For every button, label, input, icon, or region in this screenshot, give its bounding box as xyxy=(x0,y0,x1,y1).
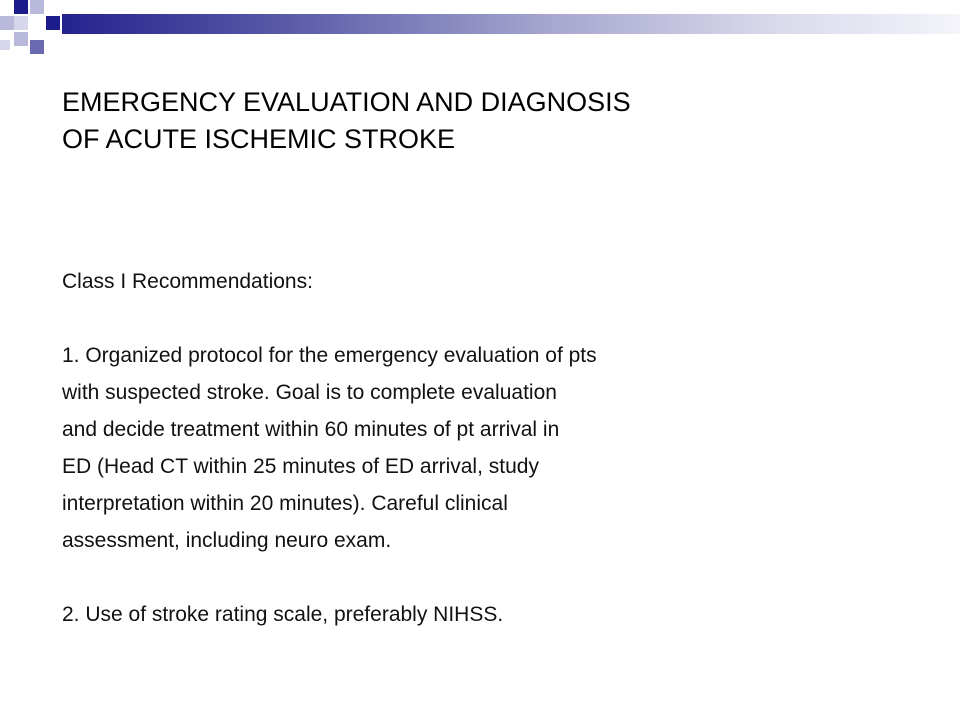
corner-square-decoration xyxy=(30,40,44,54)
item-1-line: interpretation within 20 minutes). Careful clinical xyxy=(62,492,508,515)
title-line: EMERGENCY EVALUATION AND DIAGNOSIS xyxy=(62,87,631,117)
spacer xyxy=(62,300,922,337)
corner-square-decoration xyxy=(14,16,28,30)
title-line: OF ACUTE ISCHEMIC STROKE xyxy=(62,124,456,154)
slide-title xyxy=(62,84,922,158)
item-1-line: ED (Head CT within 25 minutes of ED arrival, study xyxy=(62,455,539,478)
corner-square-decoration xyxy=(14,32,28,46)
item-1-line: assessment, including neuro exam. xyxy=(62,529,392,552)
corner-square-decoration xyxy=(14,0,28,14)
header-gradient-bar xyxy=(62,14,960,34)
item-1-line: 1. Organized protocol for the emergency evaluation of pts xyxy=(62,344,597,367)
item-1-line: and decide treatment within 60 minutes of pt arrival in xyxy=(62,418,560,441)
item-2: 2. Use of stroke rating scale, preferably NIHSS. xyxy=(62,603,504,626)
slide-body xyxy=(62,263,922,633)
item-1-line: with suspected stroke. Goal is to complete evaluation xyxy=(62,381,557,404)
recommendations-heading: Class I Recommendations: xyxy=(62,270,313,293)
corner-square-decoration xyxy=(0,16,14,30)
spacer xyxy=(62,559,922,596)
corner-square-decoration xyxy=(0,40,10,50)
corner-square-decoration xyxy=(30,0,44,14)
corner-square-decoration xyxy=(46,16,60,30)
